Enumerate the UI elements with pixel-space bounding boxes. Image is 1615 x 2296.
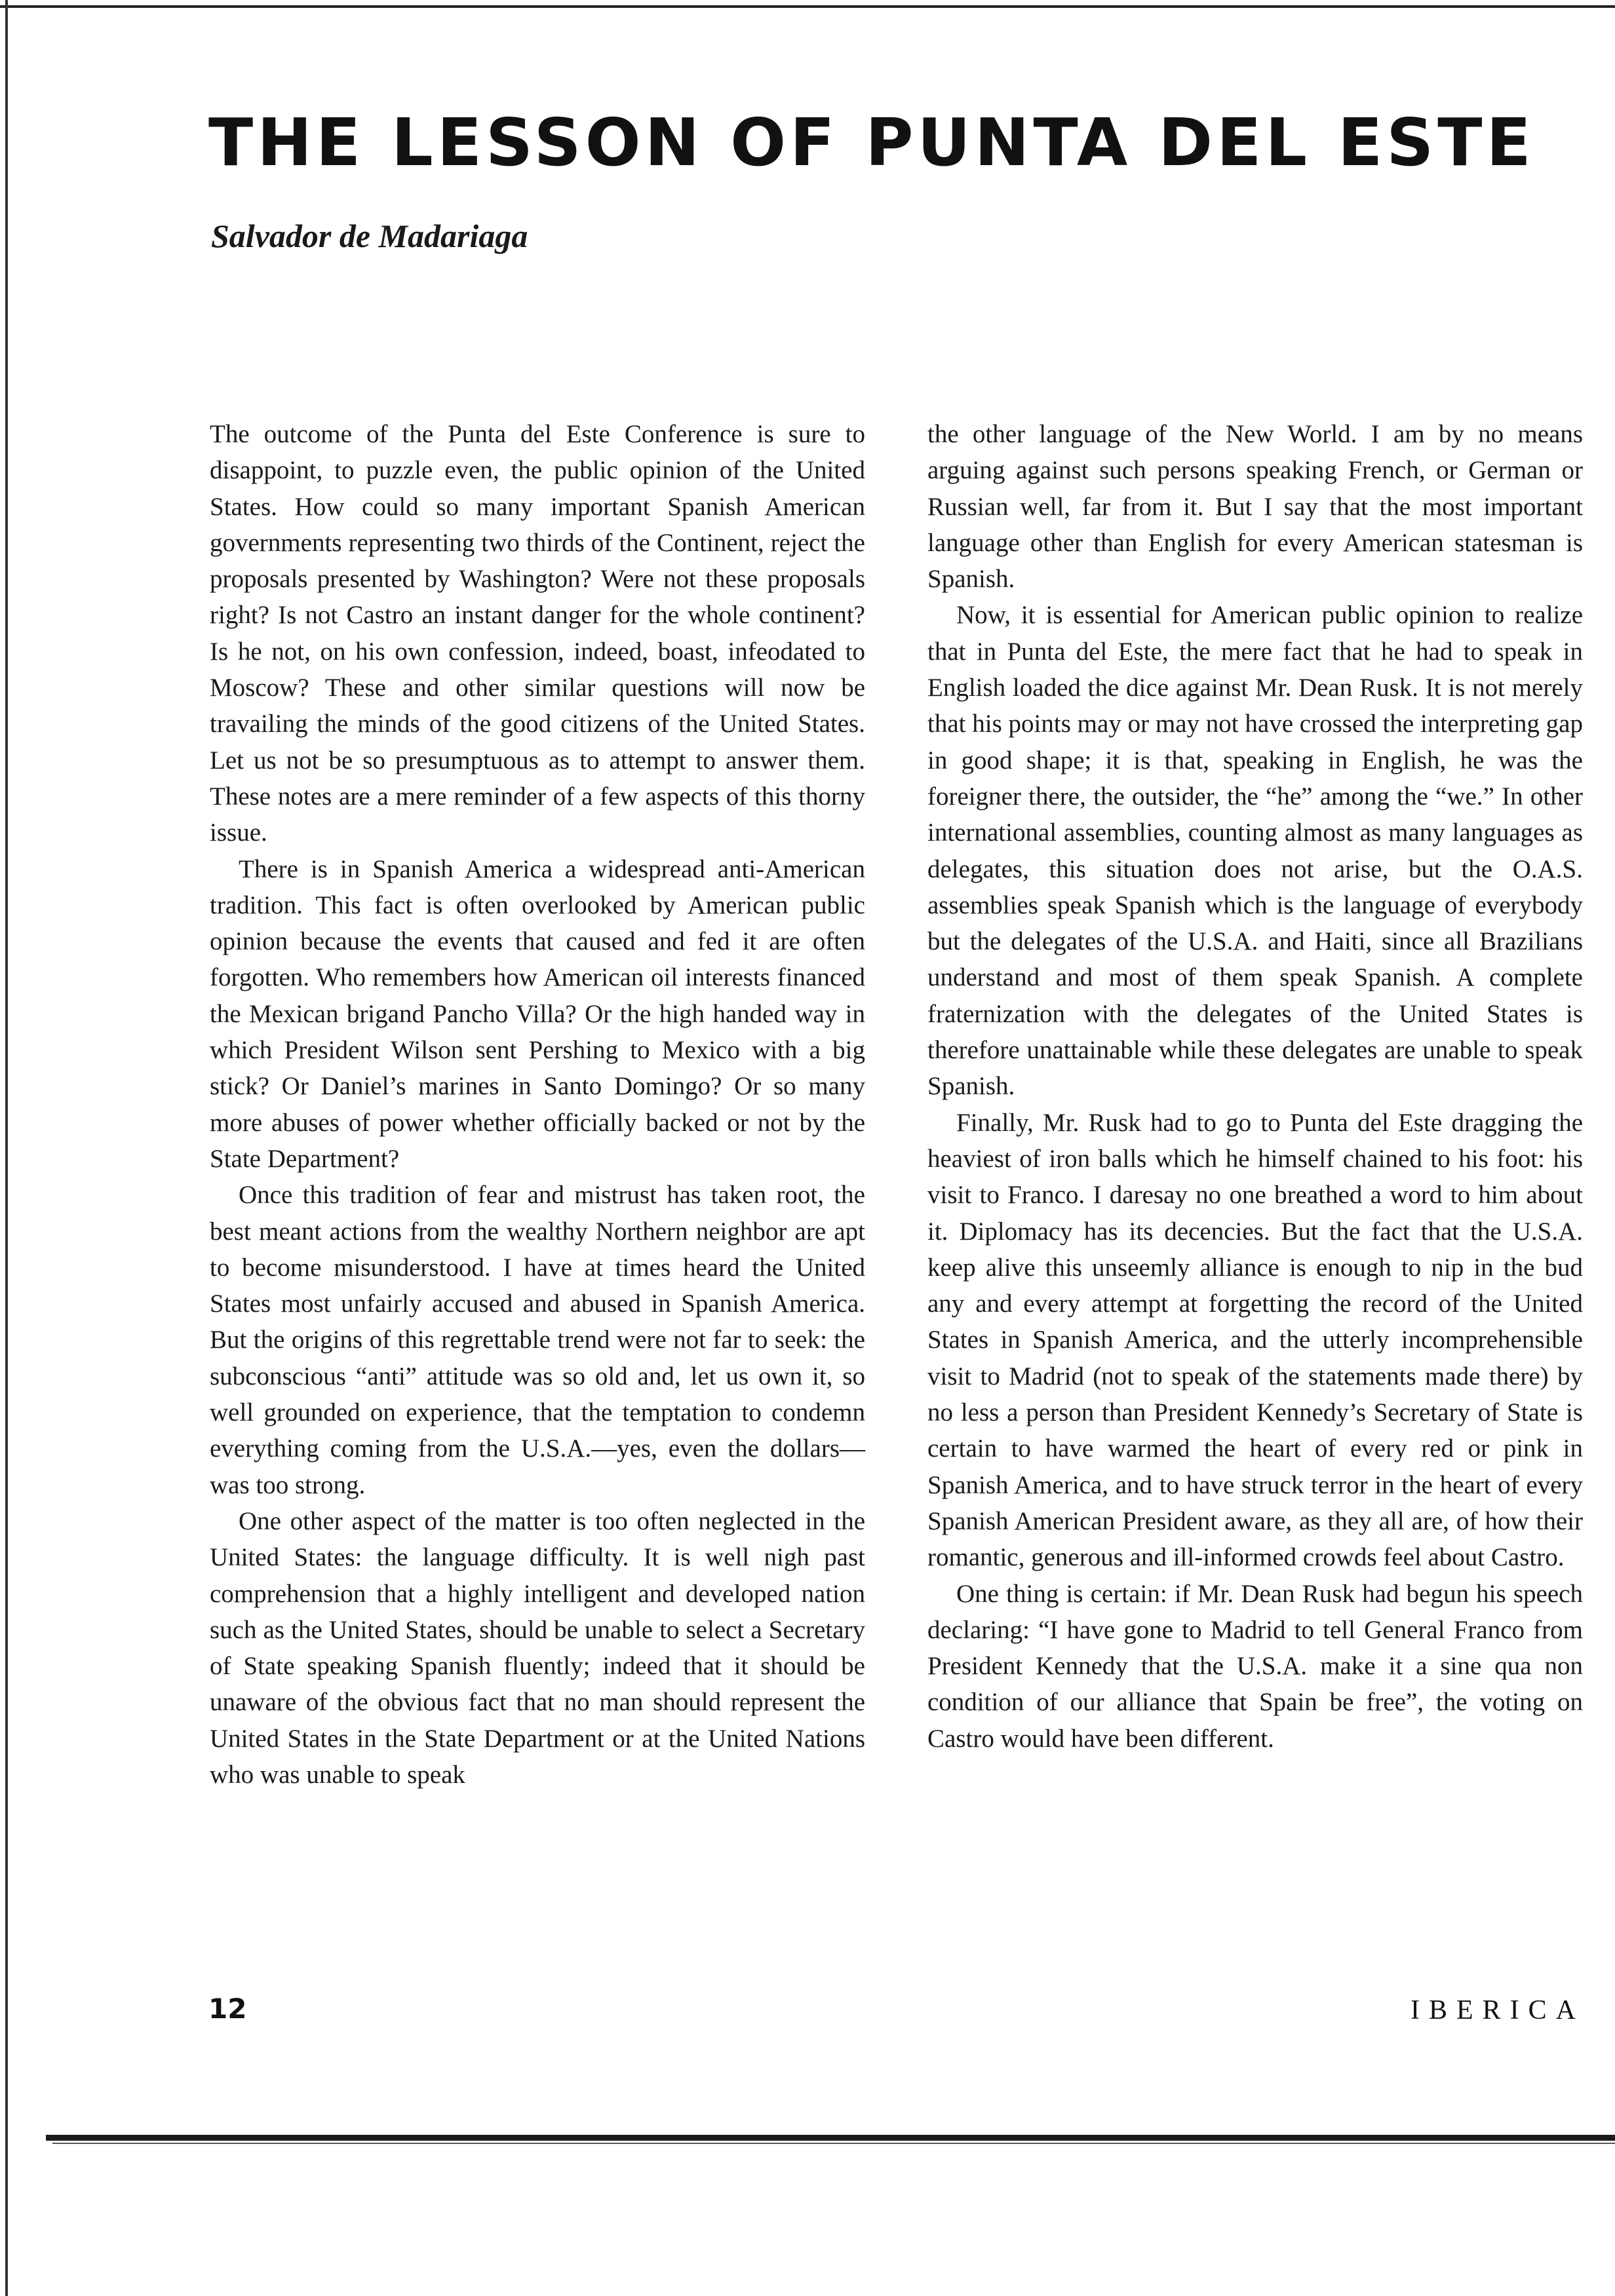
left-column [210, 416, 865, 1793]
left-border-rule [5, 0, 8, 2296]
article-title: THE LESSON OF PUNTA DEL ESTE [208, 104, 1535, 181]
right-column [927, 416, 1583, 1757]
paragraph-7: One thing is certain: if Mr. Dean Rusk had begun his speech declaring: “I have gone to Madrid to tell General Franco from President Kennedy that the U.S.A. make it a sine qua non condition of our alliance that Spain be free”, the voting on Castro would have been different. [927, 1579, 1583, 1753]
paragraph-4: One other aspect of the matter is too often neglected in the United States: the language difficulty. It is well nigh past comprehension that a highly intelligent and developed nation such as the United States, should be unable to select a Secretary of State speaking Spanish fluently; indeed that it should be unaware of the obvious fact that no man should represent the United States in the State Department or at the United Nations who was unable to speak [210, 1506, 865, 1789]
paragraph-1: The outcome of the Punta del Este Conference is sure to disappoint, to puzzle even, the public opinion of the United States. How could so many important Spanish American governments representing two thirds of the Continent, reject the proposals presented by Washington? Were not these proposals right? Is not Castro an instant danger for the whole continent? Is he not, on his own confession, indeed, boast, infeodated to Moscow? These and other similar questions will now be travailing the minds of the good citizens of the United States. Let us not be so presumptuous as to attempt to answer them. These notes are a mere reminder of a few aspects of this thorny issue. [210, 420, 865, 847]
bottom-border-rule [46, 2135, 1615, 2141]
bottom-border-rule-thin [52, 2143, 1615, 2144]
paragraph-5: Now, it is essential for American public opinion to realize that in Punta del Este, the mere fact that he had to speak in English loaded the dice against Mr. Dean Rusk. It is not merely that his points may or may not have crossed the interpreting gap in good shape; it is that, speaking in English, he was the foreigner there, the outsider, the “he” among the “we.” In other international assemblies, counting almost as many languages as delegates, this situation does not arise, but the O.A.S. assemblies speak Spanish which is the language of everybody but the delegates of the U.S.A. and Haiti, since all Brazilians understand and most of them speak Spanish. A complete fraternization with the delegates of the United States is therefore unattainable while these delegates are unable to speak Spanish. [927, 601, 1583, 1101]
paragraph-4-continued: the other language of the New World. I am by no means arguing against such persons speaking French, or German or Russian well, far from it. But I say that the most important language other than English for every American statesman is Spanish. [927, 420, 1583, 594]
top-border-rule [0, 5, 1615, 8]
journal-name: IBERICA [1411, 1995, 1585, 2025]
paragraph-2: There is in Spanish America a widespread anti-American tradition. This fact is often overlooked by American public opinion because the events that caused and fed it are often forgotten. Who remembers how American oil interests financed the Mexican brigand Pancho Villa? Or the high handed way in which President Wilson sent Pershing to Mexico with a big stick? Or Daniel’s marines in Santo Domingo? Or so many more abuses of power whether officially backed or not by the State Department? [210, 854, 865, 1173]
paragraph-3: Once this tradition of fear and mistrust has taken root, the best meant actions from the wealthy Northern neighbor are apt to become misunderstood. I have at times heard the United States most unfairly accused and abused in Spanish America. But the origins of this regrettable trend were not far to seek: the subconscious “anti” attitude was so old and, let us own it, so well grounded on experience, that the temptation to condemn everything coming from the U.S.A.—yes, even the dollars—was too strong. [210, 1181, 865, 1499]
page-number: 12 [208, 1993, 247, 2025]
paragraph-6: Finally, Mr. Rusk had to go to Punta del Este dragging the heaviest of iron balls which he himself chained to his foot: his visit to Franco. I daresay no one breathed a word to him about it. Diplomacy has its decencies. But the fact that the U.S.A. keep alive this unseemly alliance is enough to nip in the bud any and every attempt at forgetting the record of the United States in Spanish America, and the utterly incomprehensible visit to Madrid (not to speak of the statements made there) by no less a person than President Kennedy’s Secretary of State is certain to have warmed the heart of every red or pink in Spanish America, and to have struck terror in the heart of every Spanish American President aware, as they all are, of how their romantic, generous and ill-informed crowds feel about Castro. [927, 1108, 1583, 1572]
article-author: Salvador de Madariaga [211, 218, 528, 254]
